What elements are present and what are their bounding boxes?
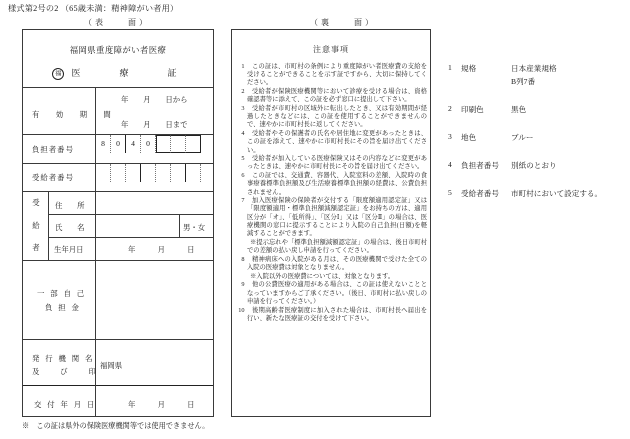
payer-number-label: 負担者番号 <box>32 145 74 154</box>
note-number: 4 <box>241 130 245 138</box>
note-text: 受給者やその保護者の氏名や居住地に変更があったときは、この証を添えて、速やかに市町村長にその旨を届け出てください。 <box>247 130 427 154</box>
birthdate-value[interactable]: 年 月 日 <box>128 245 195 254</box>
divider-birth <box>23 260 213 261</box>
validity-period-label: 有 効 期 間 <box>32 110 116 119</box>
recipient-side-label-3: 者 <box>32 243 40 252</box>
note-item <box>237 130 427 155</box>
spec-value-line1: 市町村において設定する。 <box>511 188 603 198</box>
spec-value-line1: 黒色 <box>511 104 527 114</box>
validity-from-value[interactable]: 年 月 日から <box>121 95 188 104</box>
birthdate-label: 生年月日 <box>54 245 84 254</box>
notes-list <box>237 63 427 323</box>
spec-number: 4 <box>448 159 452 169</box>
certificate-label-row <box>23 66 213 80</box>
copay-label-line1: 一 部 自 己 <box>37 289 87 298</box>
front-title: 福岡県重度障がい者医療 <box>69 46 167 55</box>
validity-divider-v <box>95 87 96 134</box>
note-sub-text: ※入院以外の医療費については、対象となります。 <box>250 272 395 280</box>
recipient-number-label: 受給者番号 <box>32 173 74 182</box>
note-text: 加入医療保険の保険者が交付する「限度額適用認定証」又は「限度額適用・標準負担額減額認定証」をお持ちの方は、適用区分が「オ」、「低所得」、「区分Ⅰ」又は「区分Ⅱ」の場合は、医療機関の窓口に提示することにより入院の自己負担(日額)を軽減することができます。 <box>247 197 427 237</box>
issue-date-label: 交 付 年 月 日 <box>34 400 97 409</box>
spec-item <box>448 104 626 117</box>
recipient-digit-8[interactable] <box>201 164 216 182</box>
recipient-digit-2[interactable] <box>111 164 126 182</box>
spec-value <box>511 63 626 89</box>
spec-label: 地色 <box>461 132 477 142</box>
payer-digit-6[interactable] <box>171 135 186 153</box>
name-label: 氏 名 <box>55 223 85 232</box>
divider-title <box>23 87 213 88</box>
gender-divider-v <box>179 214 180 237</box>
recipient-digit-5[interactable] <box>156 164 171 182</box>
back-side-caption: （裏 面） <box>310 18 376 27</box>
address-label: 住 所 <box>55 201 85 210</box>
note-number: 6 <box>241 172 245 180</box>
note-number: 1 <box>241 63 245 70</box>
recipient-digit-7[interactable] <box>186 164 201 182</box>
divider-issuer <box>23 385 213 386</box>
spec-number: 5 <box>448 187 452 197</box>
issuer-label-line1: 発 行 機 関 名 <box>32 354 95 363</box>
payer-digit-3[interactable]: 4 <box>126 135 141 153</box>
back-notes-panel <box>231 29 431 417</box>
divider-name <box>48 237 214 238</box>
issue-date-value[interactable]: 年 月 日 <box>128 400 195 409</box>
divider-copay <box>23 339 213 340</box>
front-footnote: ※ この証は県外の保険医療機関等では使用できません。 <box>22 422 210 430</box>
front-certificate-panel <box>22 29 214 417</box>
spec-item <box>448 188 626 201</box>
payer-number-grid[interactable] <box>96 135 216 153</box>
note-number: 8 <box>241 255 245 263</box>
note-item <box>237 281 427 306</box>
note-subitem <box>237 273 427 281</box>
note-number: 9 <box>241 281 245 289</box>
spec-label: 受給者番号 <box>461 188 499 198</box>
note-text: この証は、市町村の条例により重度障がい者医療費の支給を受けることができることを示す証ですから、大切に保持してください。 <box>247 63 427 87</box>
payer-digit-5[interactable] <box>156 135 171 153</box>
note-item <box>237 155 427 171</box>
spec-value <box>511 188 626 201</box>
divider-address <box>48 214 214 215</box>
spec-item <box>448 63 626 89</box>
spec-number: 1 <box>448 63 452 72</box>
note-number: 7 <box>241 197 245 205</box>
note-number: 10 <box>238 306 245 314</box>
note-item <box>237 105 427 130</box>
note-item <box>237 88 427 104</box>
fukuoka-seal-icon: 福 <box>52 68 64 80</box>
recipient-side-label-2: 給 <box>32 221 40 230</box>
spec-value-line2: B列7番 <box>511 76 536 86</box>
spec-label: 印刷色 <box>461 104 484 114</box>
recipient-side-divider-v <box>48 191 49 260</box>
note-subitem <box>237 239 427 255</box>
note-item <box>237 256 427 272</box>
note-text: 他の公費医療の適用がある場合は、この証は使えないこととなっていますからご了承ください。（後日、市町村に払い戻しの申請を行ってください。） <box>247 281 427 305</box>
note-text: 受給者が保険医療機関等において診療を受ける場合は、資格確認書等に添えて、この証を必ず窓口に提出して下さい。 <box>247 88 427 104</box>
payer-digit-2[interactable]: 0 <box>111 135 126 153</box>
note-text: 精神病床への入院がある月は、その医療機関で受けた全ての入院の医療費は対象となりません。 <box>247 255 427 271</box>
spec-value <box>511 160 626 173</box>
payer-digit-1[interactable]: 8 <box>96 135 111 153</box>
notes-title: 注意事項 <box>313 45 349 54</box>
recipient-digit-4[interactable] <box>141 164 156 182</box>
spec-value-line1: ブルー <box>511 132 534 142</box>
note-item <box>237 63 427 88</box>
spec-label: 規格 <box>461 64 477 73</box>
payer-digit-8[interactable] <box>201 135 216 153</box>
recipient-side-label-1: 受 <box>32 198 40 207</box>
recipient-digit-1[interactable] <box>96 164 111 182</box>
copay-divider-v <box>95 260 96 339</box>
recipient-field-divider-v <box>95 191 96 260</box>
note-item <box>237 172 427 197</box>
note-number: 5 <box>241 155 245 163</box>
payer-digit-4[interactable]: 0 <box>141 135 156 153</box>
issuer-value[interactable]: 福岡県 <box>100 361 123 370</box>
spec-value <box>511 104 626 117</box>
issuer-label-line2: 及 び 印 <box>32 367 98 376</box>
recipient-digit-6[interactable] <box>171 164 186 182</box>
certificate-label: 医 療 証 <box>71 68 184 78</box>
recipient-digit-3[interactable] <box>126 164 141 182</box>
specification-list <box>448 63 626 215</box>
note-sub-text: ※提示忘れや「標準負担額減額認定証」の場合は、後日市町村での差額の払い戻し申請を行ってください。 <box>247 238 427 254</box>
note-text: この証では、交通費、容器代、入院室料の差額、入院時の食事療養標準負担額及び生活療養標準負担額の経費は、公費負担されません。 <box>247 172 427 196</box>
divider-recipient <box>23 191 213 192</box>
note-item <box>237 307 427 323</box>
note-text: 後期高齢者医療制度に加入された場合は、市町村長へ届出を行い、新たな医療証の交付を受けて下さい。 <box>247 306 427 322</box>
recipient-number-grid[interactable] <box>96 164 216 182</box>
validity-to-value[interactable]: 年 月 日まで <box>121 120 188 129</box>
form-number-heading: 様式第2号の2 （65歳未満：精神障がい者用） <box>8 4 179 13</box>
gender-value[interactable]: 男・女 <box>183 223 206 232</box>
note-text: 受給者が市町村の区域外に転出したとき、又は有効期間が経過したときなどには、この証を使用することができませんので、速やかに市町村長に返してください。 <box>247 105 427 129</box>
front-side-caption: （表 面） <box>84 18 150 27</box>
note-number: 3 <box>241 105 245 113</box>
payer-digit-7[interactable] <box>186 135 201 153</box>
note-text: 受給者が加入している医療保険又はその内容などに変更があったときは、速やかに市町村長にその旨を届け出てください。 <box>247 155 427 171</box>
spec-value-line1: 日本産業規格 <box>511 64 557 73</box>
note-number: 2 <box>241 88 245 96</box>
spec-item <box>448 132 626 145</box>
spec-value-line1: 別紙のとおり <box>511 160 557 170</box>
spec-number: 2 <box>448 103 452 113</box>
spec-item <box>448 160 626 173</box>
issuer-divider-v <box>95 339 96 385</box>
spec-label: 負担者番号 <box>461 160 499 170</box>
spec-number: 3 <box>448 131 452 141</box>
spec-value <box>511 132 626 145</box>
copay-label-line2: 負 担 金 <box>45 303 81 312</box>
note-item <box>237 197 427 238</box>
